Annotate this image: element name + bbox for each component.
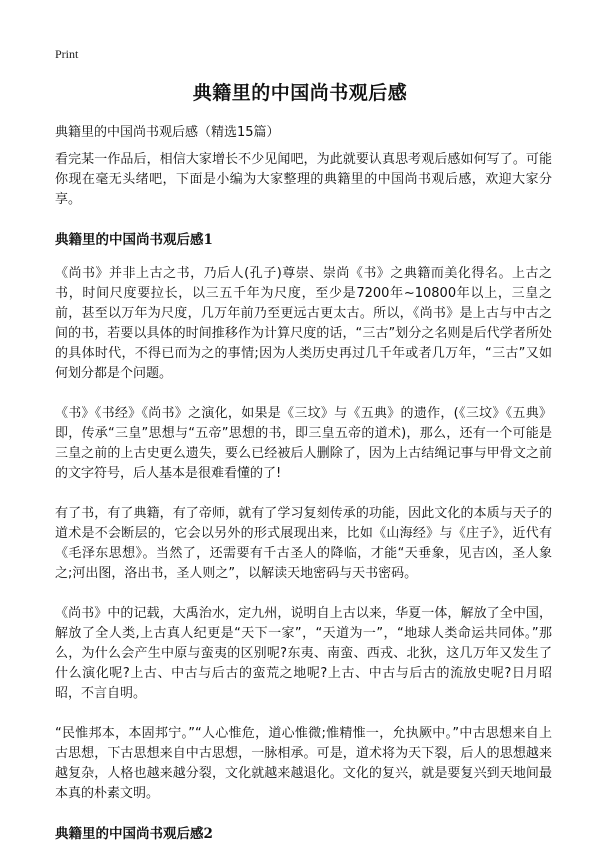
- section-heading-1: 典籍里的中国尚书观后感1: [55, 232, 213, 248]
- section-1-paragraph-2: 《书》《书经》《尚书》之演化，如果是《三坟》与《五典》的遗作，(《三坟》《五典》即，传承“三皇”思想与“五帝”思想的书，即三皇五帝的道术)，那么，还有一个可能是三皇之前的上古史更么遗失，要么已经被后人删除了，因为上古结绳记事与甲骨文之前的文字符号，后人基本是很难看懂的了!: [55, 406, 552, 481]
- section-1-paragraph-5: “民惟邦本，本固邦宁。”“人心惟危，道心惟微;惟精惟一，允执厥中。”中古思想来自上古思想，下古思想来自中古思想，一脉相承。可是，道术将为天下裂，后人的思想越来越复杂，人格也越来越分裂，文化就越来越退化。文化的复兴，就是要复兴到天地间最本真的朴素文明。: [55, 726, 552, 801]
- section-1-paragraph-4: 《尚书》中的记载，大禹治水，定九州，说明自上古以来，华夏一体，解放了全中国，解放了全人类,上古真人纪更是“天下一家”，“天道为一”，“地球人类命运共同体。”那么，为什么会产生中原与蛮夷的区别呢?东夷、南蛮、西戎、北狄，这几万年又发生了什么演化呢?上古、中古与后古的蛮荒之地呢?上古、中古与后古的流放史呢?日月昭昭，不言自明。: [55, 606, 552, 701]
- intro-paragraph: 看完某一作品后，相信大家增长不少见闻吧，为此就要认真思考观后感如何写了。可能你现在毫无头绪吧，下面是小编为大家整理的典籍里的中国尚书观后感，欢迎大家分享。: [55, 152, 552, 207]
- subtitle: 典籍里的中国尚书观后感（精选15篇）: [55, 125, 280, 140]
- page-title: 典籍里的中国尚书观后感: [192, 82, 408, 104]
- section-1-paragraph-3: 有了书，有了典籍，有了帝师，就有了学习复刻传承的功能，因此文化的本质与天子的道术是不会断层的，它会以另外的形式展现出来，比如《山海经》与《庄子》，近代有《毛泽东思想》。当然了，还需要有千古圣人的降临，才能“天垂象，见吉凶，圣人象之;河出图，洛出书，圣人则之”，以解读天地密码与天书密码。: [55, 506, 552, 581]
- section-heading-2: 典籍里的中国尚书观后感2: [55, 826, 213, 842]
- article-body: [55, 150, 552, 858]
- print-link[interactable]: Print: [55, 47, 79, 61]
- section-1-paragraph-1: 《尚书》并非上古之书，乃后人(孔子)尊崇、崇尚《书》之典籍而美化得名。上古之书，时间尺度要拉长，以三五千年为尺度，至少是7200年~10800年以上，三皇之前，甚至以万年为尺度，几万年前乃至更远古更太古。所以，《尚书》是上古与中古之间的书，若要以具体的时间推移作为计算尺度的话，“三古”划分之名则是后代学者所处的具体时代，不得已而为之的事情;因为人类历史再过几千年或者几万年，“三古”又如何划分都是个问题。: [55, 266, 552, 381]
